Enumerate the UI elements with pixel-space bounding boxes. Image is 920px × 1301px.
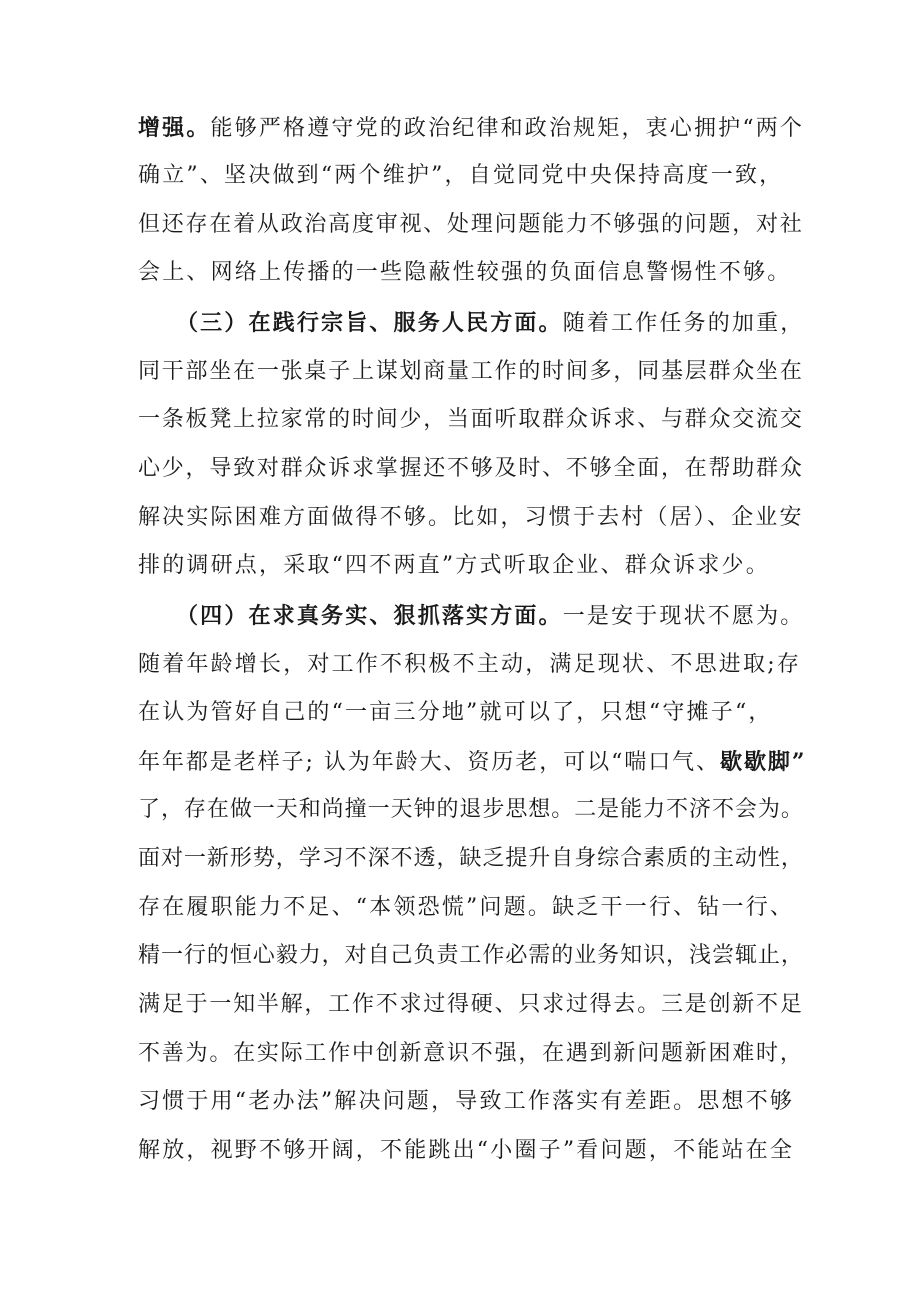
text-line: 同干部坐在一张桌子上谋划商量工作的时间多，同基层群众坐在: [138, 359, 804, 384]
text-line: 但还存在着从政治高度审视、处理问题能力不够强的问题，对社: [138, 212, 804, 237]
text-line: 了，存在做一天和尚撞一天钟的退步思想。二是能力不济不会为。: [138, 797, 804, 822]
section-heading: （三）在践行宗旨、服务人民方面。: [176, 310, 563, 336]
text-line: [176, 303, 804, 343]
text-line: [138, 108, 804, 148]
text-line: 解决实际困难方面做得不够。比如，习惯于去村（居）、企业安: [138, 505, 804, 530]
text-run: 一是安于现状不愿为。: [562, 604, 805, 629]
text-line: [138, 742, 806, 782]
text-line: 在认为管好自己的“一亩三分地”就可以了，只想“守摊子“，: [138, 700, 773, 725]
text-line: [176, 596, 804, 636]
text-line: 面对一新形势，学习不深不透，缺乏提升自身综合素质的主动性，: [138, 846, 804, 871]
text-line: 存在履职能力不足、“本领恐慌”问题。缺乏干一行、钻一行、: [138, 895, 795, 920]
text-line: 解放，视野不够开阔，不能跳出“小圈子”看问题，不能站在全: [138, 1138, 795, 1163]
text-run: 年年都是老样子; 认为年龄大、资历老，可以“喘口气、: [138, 750, 721, 775]
text-line: 排的调研点，采取“四不两直”方式听取企业、群众诉求少。: [138, 553, 770, 578]
section-heading: （四）在求真务实、狠抓落实方面。: [176, 603, 563, 629]
text-line: 不善为。在实际工作中创新意识不强，在遇到新问题新困难时，: [138, 1041, 804, 1066]
bold-run: 歇歇脚”: [720, 749, 807, 775]
text-line: 会上、网络上传播的一些隐蔽性较强的负面信息警惕性不够。: [138, 260, 792, 285]
text-line: 满足于一知半解，工作不求过得硬、只求过得去。三是创新不足: [138, 992, 804, 1017]
text-line: 随着年龄增长，对工作不积极不主动，满足现状、不思进取;存: [138, 652, 802, 677]
bold-run: 增强。: [138, 115, 211, 141]
text-line: 习惯于用“老办法”解决问题，导致工作落实有差距。思想不够: [138, 1089, 795, 1114]
text-line: 确立”、坚决做到“两个维护”，自觉同党中央保持高度一致，: [138, 163, 784, 188]
text-line: 一条板凳上拉家常的时间少，当面听取群众诉求、与群众交流交: [138, 407, 804, 432]
text-run: 能够严格遵守党的政治纪律和政治规矩，衷心拥护“两个: [210, 116, 805, 141]
text-line: 精一行的恒心毅力，对自己负责工作必需的业务知识，浅尝辄止，: [138, 943, 804, 968]
text-line: 心少，导致对群众诉求掌握还不够及时、不够全面，在帮助群众: [138, 456, 804, 481]
text-run: 随着工作任务的加重，: [562, 311, 805, 336]
